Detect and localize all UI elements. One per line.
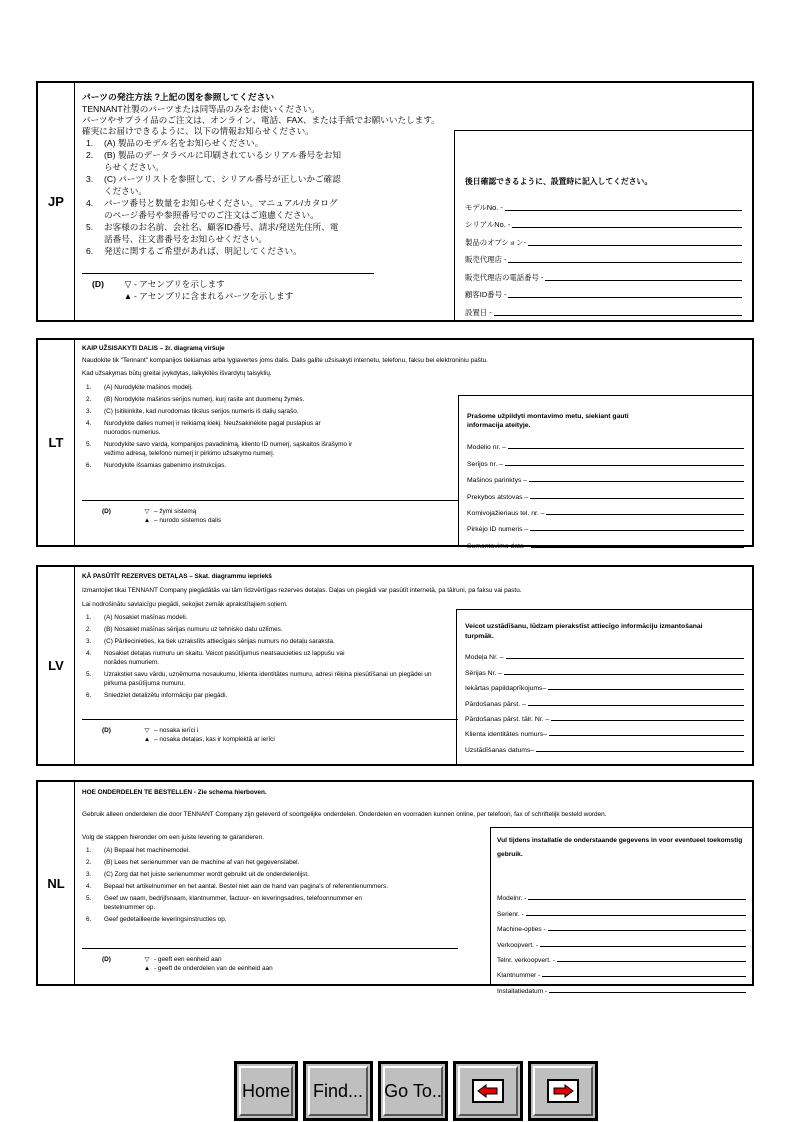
form-field[interactable]: シリアルNo. - bbox=[465, 214, 742, 232]
list-item: 2. (B) 製品のデータラベルに印刷されているシリアル番号をお知らせください。 bbox=[86, 150, 341, 172]
form-field[interactable]: Sērijas Nr. – bbox=[465, 662, 744, 677]
form-field[interactable]: Komivojažieriaus tel. nr. – bbox=[467, 502, 744, 518]
steps-list bbox=[82, 613, 442, 700]
form-field[interactable]: 製品のオプション- bbox=[465, 231, 742, 249]
section-title: KAIP UŽSISAKYTI DALIS – žr. diagramą viršuje bbox=[82, 345, 225, 352]
form-field[interactable]: 販売代理店 - bbox=[465, 249, 742, 267]
list-item: 1. (A) Nosakiet mašīnas modeli. bbox=[86, 614, 188, 621]
list-item: 6. Sniedziet detalizētu informāciju par piegādi. bbox=[86, 692, 228, 699]
language-code: LT bbox=[38, 340, 75, 545]
intro-line: TENNANT社製のパーツまたは同等品のみをお使いください。 bbox=[82, 104, 320, 114]
list-item: 5. お客様のお名前、会社名、顧客ID番号、請求/発送先住所、電話番号、注文書番号をお知らせください。 bbox=[86, 222, 339, 244]
form-field[interactable]: Klienta identitātes numurs– bbox=[465, 724, 744, 739]
section-title: HOE ONDERDELEN TE BESTELLEN - Zie schema hierboven. bbox=[82, 789, 267, 796]
legend-row: ▲ – nurodo sistemos dalis bbox=[82, 516, 458, 525]
form-field[interactable]: Pārdošanas pārst. – bbox=[465, 693, 744, 708]
list-item: 2. (B) Lees het serienummer van de machine af van het gegevenslabel. bbox=[86, 859, 300, 866]
intro-line: Gebruik alleen onderdelen die door TENNANT Company zijn geleverd of soortgelijke onderdelen. Onderdelen en voorraden kunnen online, per telefoon, fax of schriftelijk besteld worden. bbox=[82, 811, 607, 818]
list-item: 1. (A) 製品のモデル名をお知らせください。 bbox=[86, 138, 264, 148]
form-field[interactable]: Pirkėjo ID numeris – bbox=[467, 518, 744, 534]
form-field[interactable]: Serijos nr. – bbox=[467, 452, 744, 468]
section-title: パーツの発注方法 ?上記の図を参照してください bbox=[82, 92, 275, 102]
list-item: 6. 発送に関するご希望があれば、明記してください。 bbox=[86, 246, 302, 256]
triangle-down-icon: ▽ bbox=[124, 279, 132, 289]
triangle-up-icon: ▲ bbox=[123, 291, 133, 301]
form-field[interactable]: Telnr. verkoopvert. - bbox=[497, 950, 746, 965]
arrow-left-icon bbox=[472, 1079, 504, 1103]
legend-row: ▲ – nosaka detaļas, kas ir komplektā ar ierīci bbox=[82, 735, 458, 744]
find-label: Find... bbox=[312, 1080, 364, 1101]
arrow-right-icon bbox=[547, 1079, 579, 1103]
list-item: 3. (C) Įsitikinkite, kad nurodomas tikslus serijos numeris iš dalių sąrašo. bbox=[86, 408, 299, 415]
list-item: 2. (B) Nosakiet mašīnas sērijas numuru uz tehnisko datu uzlīmes. bbox=[86, 626, 283, 633]
form-field[interactable]: Modelnr. - bbox=[497, 888, 746, 903]
legend bbox=[82, 500, 458, 525]
box-title: Veicot uzstādīšanu, lūdzam pierakstīst attiecīgo informāciju izmantošanai turpmāk. bbox=[465, 623, 703, 640]
form-field[interactable]: モデルNo. - bbox=[465, 196, 742, 214]
home-button[interactable] bbox=[234, 1061, 298, 1121]
legend bbox=[82, 948, 458, 973]
find-button[interactable] bbox=[303, 1061, 373, 1121]
box-title: Prašome užpildyti montavimo metu, siekiant gauti informacija ateityje. bbox=[467, 413, 629, 429]
home-label: Home bbox=[241, 1080, 290, 1101]
triangle-down-icon: ▽ bbox=[144, 727, 150, 734]
jp-section bbox=[36, 81, 754, 322]
form-field[interactable]: Mašinos parinktys – bbox=[467, 469, 744, 485]
legend-row: (D) ▽ – nosaka ierīci i bbox=[102, 727, 199, 734]
goto-button[interactable] bbox=[378, 1061, 448, 1121]
list-item: 4. Nosakiet detaļas numuru un skaitu. Veicot pasūtījumus neatsaucieties uz lappušu vai norādes numuriem. bbox=[86, 650, 345, 666]
triangle-up-icon: ▲ bbox=[143, 736, 151, 743]
form-field[interactable]: 設置日 - bbox=[465, 301, 742, 319]
form-field[interactable]: Klantnummer - bbox=[497, 965, 746, 980]
triangle-up-icon: ▲ bbox=[143, 965, 151, 972]
form-field[interactable]: 販売代理店の電話番号 - bbox=[465, 266, 742, 284]
intro-line: 確実にお届けできるように、以下の情報お知らせください。 bbox=[82, 126, 314, 136]
box-title: Vul tijdens installatie de onderstaande gegevens in voor eventueel toekomstig gebruik. bbox=[497, 837, 743, 858]
form-field[interactable]: Iekārtas papildaprīkojums– bbox=[465, 678, 744, 693]
form-field[interactable]: Prekybos atstovas – bbox=[467, 485, 744, 501]
installation-record-box bbox=[456, 609, 752, 764]
nl-section bbox=[36, 780, 754, 995]
list-item: 5. Uzrakstiet savu vārdu, uzņēmuma nosaukumu, klienta identitātes numuru, adresi rēķina piesūtīšanai un piegādei un pirkuma pasūtījuma numuru. bbox=[86, 671, 432, 687]
form-field[interactable]: Serienr. - bbox=[497, 903, 746, 918]
goto-label: Go To.. bbox=[384, 1080, 442, 1101]
legend-row: (D) ▽ - geeft een eenheid aan bbox=[102, 956, 222, 963]
legend-row: (D) ▽ – žymi sistemą bbox=[102, 508, 197, 515]
intro-line: Naudokite tik "Tennant" kompanijos tiekiamas arba lygiavertes joms dalis. Dalis galite užsisakyti internetu, telefonu, faksu bei elektroniniu paštu. bbox=[82, 357, 488, 364]
triangle-down-icon: ▽ bbox=[144, 956, 150, 963]
language-code: JP bbox=[38, 83, 75, 320]
list-item: 1. (A) Bepaal het machinemodel. bbox=[86, 847, 190, 854]
form-field[interactable]: Pārdošanas pārst. tālr. Nr. – bbox=[465, 709, 744, 724]
list-item: 3. (C) Pārliecinieties, ka tiek uzrakstīts attiecīgais sērijas numurs no detaļu saraksta. bbox=[86, 638, 335, 645]
intro-line: パーツやサプライ品のご注文は、オンライン、電話、FAX、または手紙でお願いいたします。 bbox=[82, 115, 440, 125]
language-code: LV bbox=[38, 567, 75, 764]
lt-section bbox=[36, 338, 754, 550]
legend bbox=[82, 719, 458, 744]
lv-section bbox=[36, 565, 754, 766]
section-title: KĀ PASŪTĪT REZERVES DETAĻAS – Skat. diagrammu iepriekš bbox=[82, 573, 272, 580]
installation-record-box bbox=[490, 827, 752, 995]
intro-line: Izmantojiet tikai TENNANT Company piegādātās vai tām līdzvērtīgas rezerves detaļas. Daļas un piegādi var pasūtīt internetā, pa tālruni, pa faksu vai pastu. bbox=[82, 587, 522, 594]
list-item: 6. Nurodykite išsamias gabenimo instrukcijas. bbox=[86, 462, 227, 469]
steps-list bbox=[82, 846, 462, 924]
list-item: 6. Geef gedetailleerde leveringsinstructies op. bbox=[86, 916, 227, 923]
form-field[interactable]: Uzstādīšanas datums– bbox=[465, 739, 744, 754]
form-field[interactable]: Modeļa Nr. – bbox=[465, 647, 744, 662]
legend-row: (D) ▽ - アセンブリを示します bbox=[92, 279, 225, 289]
language-code: NL bbox=[38, 782, 75, 984]
next-page-button[interactable] bbox=[528, 1061, 598, 1121]
form-field[interactable]: Machine-opties - bbox=[497, 919, 746, 934]
installation-record-box bbox=[454, 130, 752, 320]
list-item: 5. Geef uw naam, bedrijfsnaam, klantnummer, factuur- en leveringsadres, telefoonnummer en bestelnummer op. bbox=[86, 895, 362, 911]
form-field[interactable]: 顧客ID番号 - bbox=[465, 284, 742, 302]
list-item: 4. Nurodykite dalies numerį ir reikiamą kiekį. Neužsakinėkite pagal puslapius ar nuorodos numerius. bbox=[86, 420, 321, 436]
list-item: 3. (C) パーツリストを参照して、シリアル番号が正しいかご確認ください。 bbox=[86, 174, 341, 196]
intro-line: Kad užsakymas būtų greitai įvykdytas, laikykitės išvardytų taisyklių. bbox=[82, 370, 272, 377]
box-title: 後日確認できるように、設置時に記入してください。 bbox=[465, 177, 653, 186]
steps-list bbox=[82, 137, 344, 257]
list-item: 4. Bepaal het artikelnummer en het aantal. Bestel niet aan de hand van pagina's of referentienummers. bbox=[86, 883, 389, 890]
triangle-down-icon: ▽ bbox=[144, 508, 150, 515]
triangle-up-icon: ▲ bbox=[143, 517, 151, 524]
list-item: 4. パーツ番号と数量をお知らせください。マニュアル/カタログのページ番号や参照番号でのご注文はご遠慮ください。 bbox=[86, 198, 338, 220]
previous-page-button[interactable] bbox=[453, 1061, 523, 1121]
installation-record-box bbox=[458, 395, 752, 550]
intro-line: Volg de stappen hieronder om een juiste levering te garanderen. bbox=[82, 834, 264, 841]
legend-row: ▲ - geeft de onderdelen van de eenheid aan bbox=[82, 964, 458, 973]
legend-row: ▲ - アセンブリに含まれるパーツを示します bbox=[123, 291, 294, 301]
list-item: 3. (C) Zorg dat het juiste serienummer wordt gebruikt uit de onderdelenlijst. bbox=[86, 871, 309, 878]
list-item: 1. (A) Nurodykite mašinos modelį. bbox=[86, 384, 193, 391]
steps-list bbox=[82, 383, 364, 470]
legend bbox=[82, 273, 374, 302]
form-field[interactable]: Sumontavimo data – bbox=[467, 534, 744, 550]
form-field[interactable]: Verkoopvert. - bbox=[497, 934, 746, 949]
form-field[interactable]: Modelio nr. – bbox=[467, 436, 744, 452]
list-item: 2. (B) Norodykite mašinos serijos numerį, kurį rasite ant duomenų žymės. bbox=[86, 396, 305, 403]
form-field[interactable]: Installatiedatum - bbox=[497, 980, 746, 995]
list-item: 5. Nurodykite savo vardą, kompanijos pavadinimą, kliento ID numerį, sąskaitos išrašymo ir vežimo adresą, telefono numerį ir pirkimo užsakymo numerį. bbox=[86, 441, 353, 457]
intro-line: Lai nodrošinātu savlaicīgu piegādi, sekojiet zemāk aprakstītajiem soļiem. bbox=[82, 601, 288, 608]
